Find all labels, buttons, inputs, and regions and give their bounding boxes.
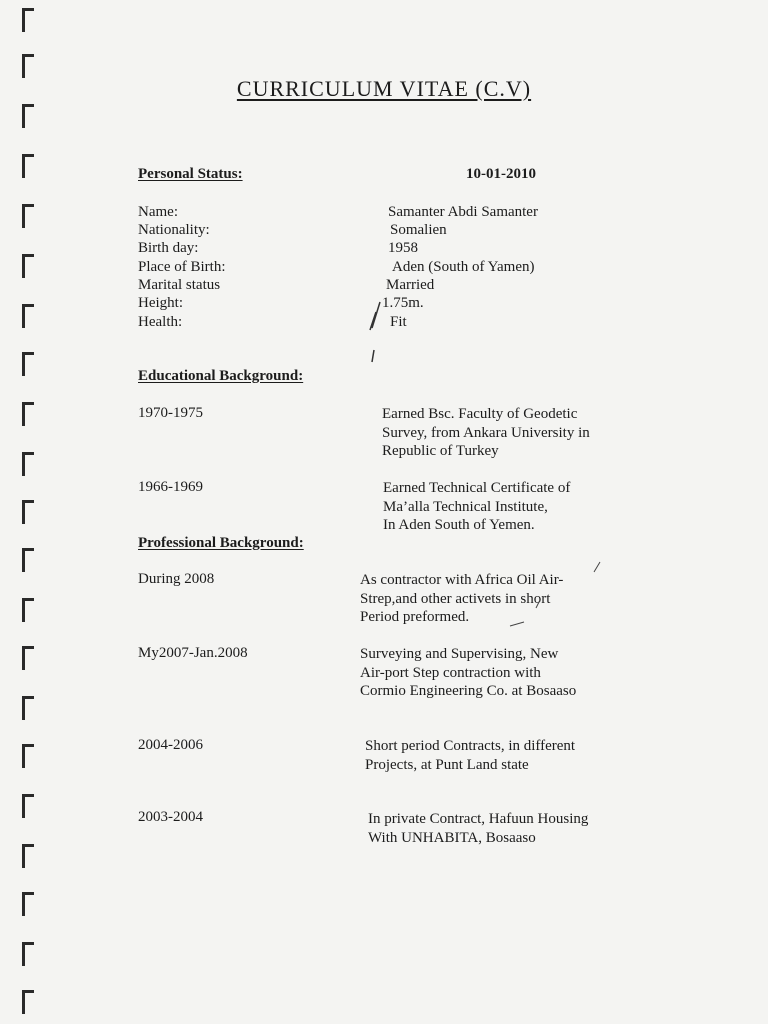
binding-hole — [22, 844, 25, 868]
health-value: Fit — [390, 314, 407, 330]
binding-hole — [22, 54, 25, 78]
binding-hole — [22, 352, 25, 376]
binding-hole — [22, 104, 25, 128]
place-of-birth-value: Aden (South of Yamen) — [392, 259, 535, 275]
binding-hole — [22, 794, 25, 818]
binding-hole — [22, 892, 25, 916]
page-title: CURRICULUM VITAE (C.V) — [236, 76, 532, 101]
professional-description: In private Contract, Hafuun Housing With UNHABITA, Bosaaso — [368, 811, 589, 846]
binding-hole — [22, 696, 25, 720]
binding-hole — [22, 154, 25, 178]
nationality-label: Nationality: — [138, 222, 210, 238]
professional-period: My2007-Jan.2008 — [138, 645, 248, 661]
nationality-value: Somalien — [390, 222, 447, 238]
height-label: Height: — [138, 295, 183, 311]
name-label: Name: — [138, 204, 178, 220]
binding-hole — [22, 402, 25, 426]
professional-description: Surveying and Supervising, New Air-port Step contraction with Cormio Engineering Co. at Bosaaso — [360, 646, 577, 699]
binding-hole — [22, 304, 25, 328]
binding-hole — [22, 990, 25, 1014]
educational-background-heading: Educational Background: — [138, 368, 304, 384]
binding-hole — [22, 452, 25, 476]
ink-scribble — [366, 300, 390, 370]
education-period: 1970-1975 — [138, 405, 203, 421]
spiral-binding — [18, 0, 48, 1024]
education-period: 1966-1969 — [138, 479, 203, 495]
professional-description: As contractor with Africa Oil Air- Strep,and other activets in short Period preformed. — [360, 572, 564, 625]
height-value: 1.75m. — [382, 295, 424, 311]
binding-hole — [22, 942, 25, 966]
place-of-birth-label: Place of Birth: — [138, 259, 226, 275]
binding-hole — [22, 548, 25, 572]
personal-status-heading: Personal Status: — [138, 166, 243, 182]
professional-period: 2003-2004 — [138, 809, 203, 825]
binding-hole — [22, 500, 25, 524]
name-value: Samanter Abdi Samanter — [388, 204, 538, 220]
professional-period: 2004-2006 — [138, 737, 203, 753]
birthday-value: 1958 — [388, 240, 418, 256]
professional-period: During 2008 — [138, 571, 215, 587]
birthday-label: Birth day: — [138, 240, 199, 256]
education-description: Earned Bsc. Faculty of Geodetic Survey, from Ankara University in Republic of Turkey — [382, 406, 590, 459]
health-label: Health: — [138, 314, 183, 330]
education-description: Earned Technical Certificate of Ma’alla Technical Institute, In Aden South of Yemen. — [383, 480, 571, 533]
binding-hole — [22, 8, 25, 32]
binding-hole — [22, 204, 25, 228]
binding-hole — [22, 744, 25, 768]
ink-scribble — [500, 560, 610, 640]
professional-background-heading: Professional Background: — [138, 535, 304, 551]
professional-description: Short period Contracts, in different Projects, at Punt Land state — [365, 738, 576, 773]
marital-status-value: Married — [386, 277, 435, 293]
binding-hole — [22, 646, 25, 670]
binding-hole — [22, 254, 25, 278]
binding-hole — [22, 598, 25, 622]
marital-status-label: Marital status — [138, 277, 221, 293]
document-date: 10-01-2010 — [466, 166, 536, 182]
